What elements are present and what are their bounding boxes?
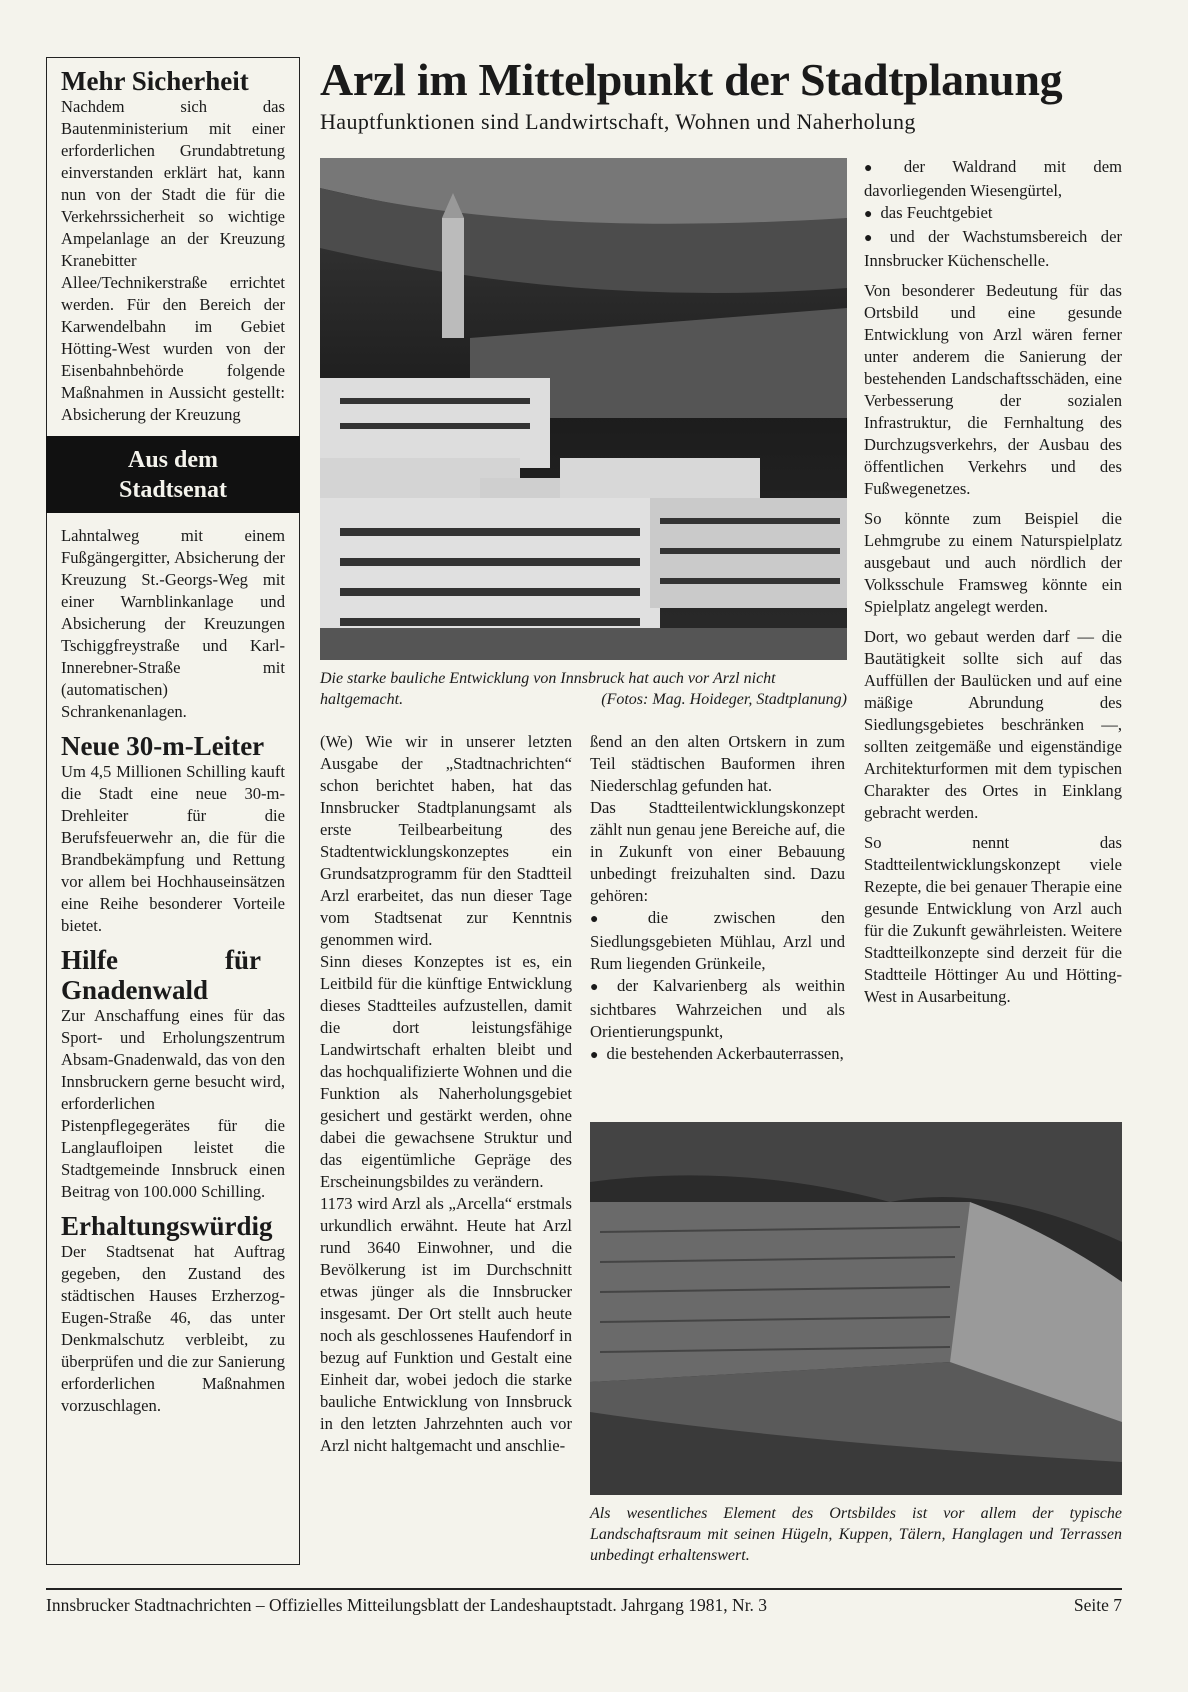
sidebar-heading: Neue 30-m-Leiter [61, 731, 265, 761]
photo-credit: (Fotos: Mag. Hoideger, Stadtplanung) [601, 691, 847, 708]
article-paragraph: Dort, wo gebaut werden darf — die Bautätigkeit sollte sich auf das Auffüllen der Baulücken und auf eine mäßige Abrundung des Siedlungsgebietes beschränken —, sollten zeitgemäße und eigenständige Architekturformen mit dem typischen Charakter des Ortes in Einklang gebracht werden. [864, 627, 1122, 822]
photo1-caption: Die starke bauliche Entwicklung von Innsbruck hat auch vor Arzl nicht haltgemacht. [320, 670, 776, 708]
bullet-item: ● der Waldrand mit dem davorliegenden Wiesengürtel, [864, 156, 1122, 202]
section-band-title: Aus dem [127, 447, 218, 473]
bullet-item: ● die zwischen den Siedlungsgebieten Mühlau, Arzl und Rum liegenden Grünkeile, [590, 907, 845, 975]
sidebar-box [46, 57, 300, 1565]
sidebar-heading: Erhaltungswürdig [61, 1211, 273, 1241]
sidebar-text: Um 4,5 Millionen Schilling kauft die Stadt eine neue 30-m-Drehleiter für die Berufsfeuerwehr an, die für die Brandbekämpfung und Rettung vor allem bei Hochhauseinsätzen eine Reihe besonderer Vorteile bietet. [61, 762, 285, 935]
section-band [46, 436, 300, 513]
article-column-2 [590, 731, 845, 1067]
photo-arzl-buildings [320, 158, 847, 660]
photo-landscape-image [590, 1122, 1122, 1495]
sidebar-text: Zur Anschaffung eines für das Sport- und Erholungszentrum Absam-Gnadenwald, das von den Innsbruckern gerne besucht wird, erforderlichen Pistenpflegegerätes für die Langlaufloipen leistet die Stadtgemeinde Innsbruck einen Beitrag von 100.000 Schilling. [61, 1006, 285, 1201]
sidebar-text: Lahntalweg mit einem Fußgängergitter, Absicherung der Kreuzung St.-Georgs-Weg mit einer Warnblinkanlage und Absicherung der Kreuzungen Tschiggfreystraße und Karl-Innerebner-Straße mit (automatischen) Schrankenanlagen. [61, 526, 285, 721]
sidebar-text: Der Stadtsenat hat Auftrag gegeben, den Zustand des städtischen Hauses Erzherzog-Eugen-Straße 46, das unter Denkmalschutz verbleibt, zu überprüfen und die zur Sanierung erforderlichen Maßnahmen vorzuschlagen. [61, 1242, 285, 1415]
article-column-3 [864, 156, 1122, 1008]
article-paragraph: So könnte zum Beispiel die Lehmgrube zu einem Naturspielplatz ausgebaut und auch nördlich der Volksschule Framsweg könnte ein Spielplatz angelegt werden. [864, 509, 1122, 616]
photo2-caption: Als wesentliches Element des Ortsbildes ist vor allem der typische Landschaftsraum mit seinen Hügeln, Kuppen, Tälern, Hanglagen und Terrassen unbedingt erhaltenswert. [590, 1505, 1122, 1564]
subheadline: Hauptfunktionen sind Landwirtschaft, Wohnen und Naherholung [320, 109, 916, 134]
sidebar-heading: Mehr Sicherheit [61, 66, 249, 96]
article-paragraph: 1173 wird Arzl als „Arcella“ erstmals urkundlich erwähnt. Heute hat Arzl rund 3640 Einwohner, und die Bevölkerung ist im Durchschnitt etwas jünger als die Innsbrucker insgesamt. Der Ort stellt auch heute noch als geschlossenes Haufendorf in bezug auf Funktion und Gestalt eine Einheit dar, wobei jedoch die starke bauliche Entwicklung von Innsbruck in den letzten Jahrzehnten auch vor Arzl nicht haltgemacht und anschlie- [320, 1194, 572, 1455]
page-number: Seite 7 [1073, 1595, 1122, 1615]
bullet-item: ● und der Wachstumsbereich der Innsbrucker Küchenschelle. [864, 226, 1122, 272]
article-paragraph: (We) Wie wir in unserer letzten Ausgabe der „Stadtnachrichten“ schon berichtet haben, hat das Innsbrucker Stadtplanungsamt als erste Teilbearbeitung des Stadtentwicklungskonzeptes ein Grundsatzprogramm für den Stadtteil Arzl erarbeitet, das nun dieser Tage vom Stadtsenat zur Kenntnis genommen wird. [320, 732, 572, 949]
section-band-title: Stadtsenat [118, 477, 227, 503]
bullet-item: ● die bestehenden Ackerbauterrassen, [590, 1043, 845, 1067]
bullet-item: ● das Feuchtgebiet [864, 202, 1122, 226]
page-footer [46, 1594, 1122, 1616]
article-paragraph: Von besonderer Bedeutung für das Ortsbild und eine gesunde Entwicklung von Arzl wären ferner unter anderem die Sanierung der bestehenden Landschaftsschäden, eine Verbesserung der sozialen Infrastruktur, die Fernhaltung des Durchzugsverkehrs, der Ausbau des öffentlichen Verkehrs und des Fußwegenetzes. [864, 281, 1122, 498]
photo-landscape [590, 1122, 1122, 1495]
headline: Arzl im Mittelpunkt der Stadtplanung [320, 54, 1063, 105]
sidebar-text: Nachdem sich das Bautenministerium mit einer erforderlichen Grundabtretung einverstanden erklärt hat, kann nun von der Stadt die für die Verkehrssicherheit so wichtige Ampelanlage an der Kreuzung Kranebitter Allee/Technikerstraße errichtet werden. Für den Bereich der Karwendelbahn im Gebiet Hötting-West wurden von der Eisenbahnbehörde folgende Maßnahmen in Aussicht gestellt: Absicherung der Kreuzung [61, 97, 285, 424]
bullet-item: ● der Kalvarienberg als weithin sichtbares Wahrzeichen und als Orientierungspunkt, [590, 975, 845, 1043]
publication-info: Innsbrucker Stadtnachrichten – Offizielles Mitteilungsblatt der Landeshauptstadt. Jahrgang 1981, Nr. 3 [46, 1595, 768, 1615]
photo1-caption-block [320, 668, 847, 710]
sidebar-heading: Hilfe für Gnadenwald [61, 945, 261, 1005]
article-paragraph: Das Stadtteilentwicklungskonzept zählt nun genau jene Bereiche auf, die in Zukunft von einer Bebauung unbedingt freizuhalten sind. Dazu gehören: [590, 798, 845, 905]
article-paragraph: ßend an den alten Ortskern in zum Teil städtischen Bauformen ihren Niederschlag gefunden hat. [590, 732, 845, 795]
article-paragraph: Sinn dieses Konzeptes ist es, ein Leitbild für die künftige Entwicklung dieses Stadtteiles aufzustellen, damit die dort leistungsfähige Landwirtschaft erhalten bleibt und das hochqualifizierte Wohnen und die Funktion als Naherholungsgebiet gesichert und gestärkt werden, ohne dabei die gewachsene Struktur und das eigentümliche Gepräge des Erscheinungsbildes zu verändern. [320, 952, 572, 1191]
photo-arzl-buildings-image [320, 158, 847, 660]
article-paragraph: So nennt das Stadtteilentwicklungskonzept viele Rezepte, die bei genauer Therapie eine gesunde Entwicklung von Arzl auch für die Zukunft gewährleisten. Weitere Stadtteilkonzepte sind derzeit für die Stadtteile Höttinger Au und Hötting-West in Ausarbeitung. [864, 833, 1122, 1006]
footer-divider [46, 1588, 1122, 1590]
article-column-1 [320, 731, 572, 1457]
